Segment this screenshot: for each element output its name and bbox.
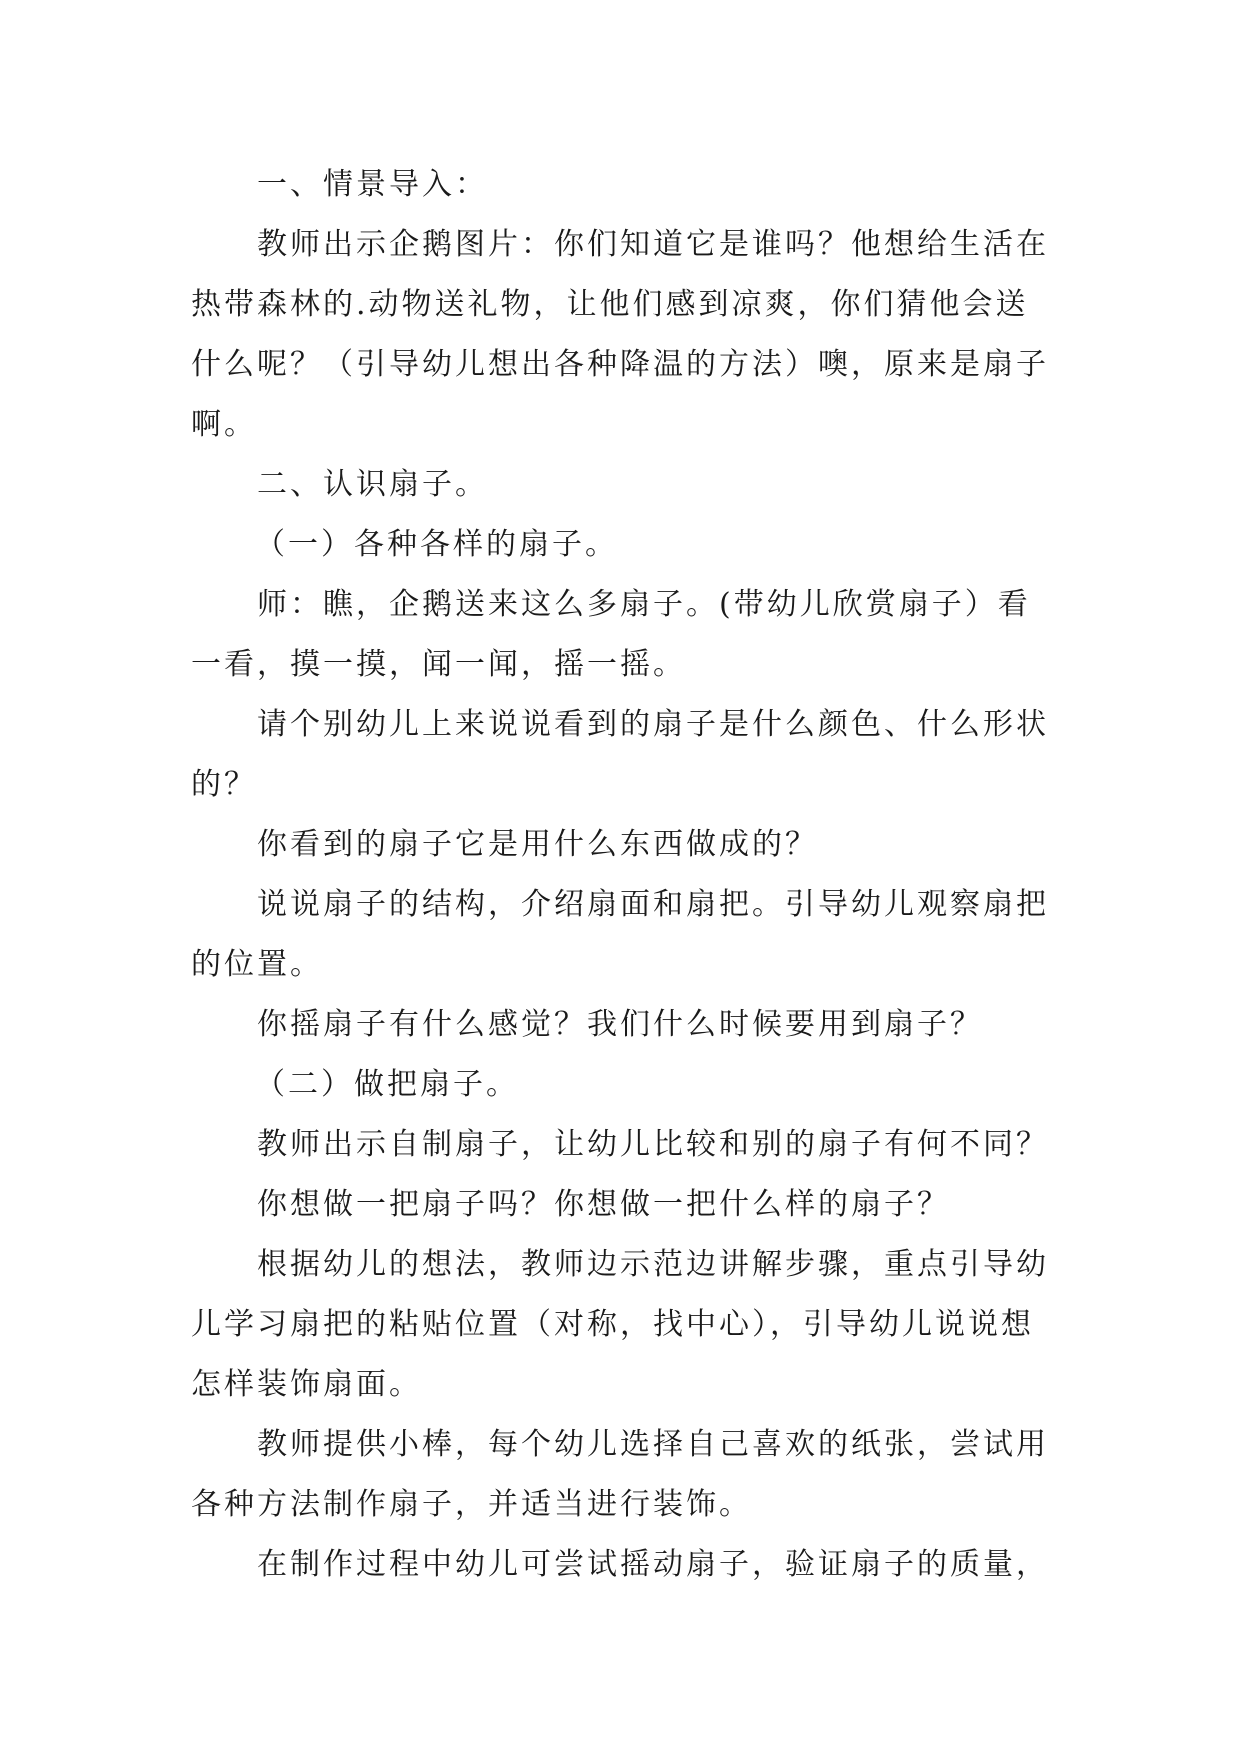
subsection-heading-2: （二）做把扇子。: [255, 1067, 519, 1102]
paragraph-ask-color: [191, 695, 1071, 815]
paragraph-test-quality: [191, 1535, 1071, 1595]
paragraph-materials: [191, 1415, 1071, 1535]
text-line: 师：瞧，企鹅送来这么多扇子。(带幼儿欣赏扇子）看: [257, 587, 1031, 622]
paragraph-want-make: [191, 1175, 1071, 1235]
paragraph-various-fans: [191, 515, 1071, 575]
paragraph-teacher-look: [191, 575, 1071, 695]
text-line: 请个别幼儿上来说说看到的扇子是什么颜色、什么形状: [257, 707, 1049, 742]
text-line: 说说扇子的结构，介绍扇面和扇把。引导幼儿观察扇把: [257, 887, 1049, 922]
paragraph-demonstrate: [191, 1235, 1071, 1415]
text-line: 的？: [191, 767, 257, 802]
text-line: 一看，摸一摸，闻一闻，摇一摇。: [191, 647, 686, 682]
paragraph-ask-material: [191, 815, 1071, 875]
subsection-heading-1: （一）各种各样的扇子。: [255, 527, 618, 562]
text-line: 教师出示企鹅图片：你们知道它是谁吗？他想给生活在: [257, 227, 1049, 262]
text-line: 啊。: [191, 407, 257, 442]
text-line: 儿学习扇把的粘贴位置（对称，找中心），引导幼儿说说想: [191, 1307, 1034, 1342]
section-heading-2: 二、认识扇子。: [257, 467, 488, 502]
text-line: 你看到的扇子它是用什么东西做成的？: [257, 827, 818, 862]
text-line: 教师出示自制扇子，让幼儿比较和别的扇子有何不同？: [257, 1127, 1049, 1162]
paragraph-make-fan: [191, 1055, 1071, 1115]
text-line: 教师提供小棒，每个幼儿选择自己喜欢的纸张，尝试用: [257, 1427, 1049, 1462]
text-line: 各种方法制作扇子，并适当进行装饰。: [191, 1487, 752, 1522]
text-line: 的位置。: [191, 947, 323, 982]
text-line: 根据幼儿的想法，教师边示范边讲解步骤，重点引导幼: [257, 1247, 1049, 1282]
paragraph-teacher-penguin: [191, 215, 1071, 455]
paragraph-know-fans: [191, 455, 1071, 515]
text-line: 你摇扇子有什么感觉？我们什么时候要用到扇子？: [257, 1007, 983, 1042]
paragraph-structure: [191, 875, 1071, 995]
paragraph-situation-intro: [191, 155, 1071, 215]
text-line: 热带森林的.动物送礼物，让他们感到凉爽，你们猜他会送: [191, 287, 1029, 322]
paragraph-feeling: [191, 995, 1071, 1055]
text-line: 你想做一把扇子吗？你想做一把什么样的扇子？: [257, 1187, 950, 1222]
text-line: 什么呢？（引导幼儿想出各种降温的方法）噢，原来是扇子: [191, 347, 1049, 382]
text-line: 在制作过程中幼儿可尝试摇动扇子，验证扇子的质量，: [257, 1547, 1049, 1582]
document-body: [191, 155, 1071, 1595]
text-line: 怎样装饰扇面。: [191, 1367, 422, 1402]
section-heading-1: 一、情景导入：: [257, 167, 488, 202]
paragraph-compare: [191, 1115, 1071, 1175]
